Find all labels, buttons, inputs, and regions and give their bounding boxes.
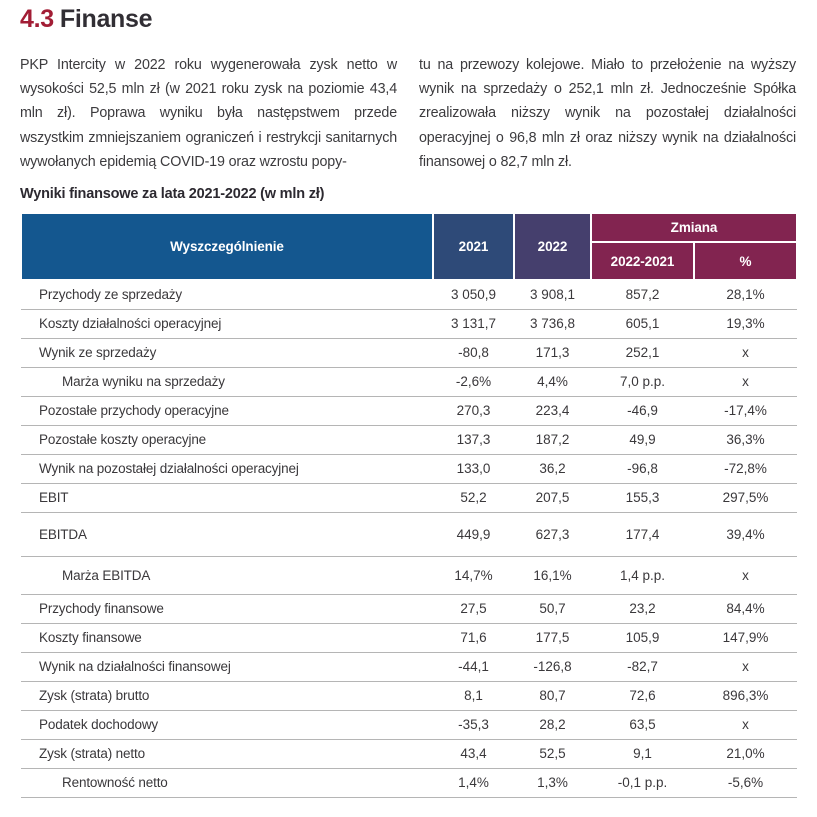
- cell-2022: 16,1%: [514, 556, 591, 594]
- table-row: [21, 425, 797, 454]
- row-label: EBIT: [21, 483, 433, 512]
- cell-change-abs: -46,9: [591, 396, 694, 425]
- cell-change-abs: 155,3: [591, 483, 694, 512]
- cell-change-abs: 857,2: [591, 280, 694, 309]
- cell-change-pct: -5,6%: [694, 768, 797, 797]
- cell-2022: 80,7: [514, 681, 591, 710]
- table-row: [21, 556, 797, 594]
- financial-results-table: [20, 212, 798, 798]
- cell-2022: 52,5: [514, 739, 591, 768]
- table-row: [21, 338, 797, 367]
- cell-2021: 43,4: [433, 739, 514, 768]
- cell-change-pct: -17,4%: [694, 396, 797, 425]
- cell-2022: 627,3: [514, 512, 591, 556]
- row-label: Podatek dochodowy: [21, 710, 433, 739]
- cell-change-pct: 147,9%: [694, 623, 797, 652]
- table-row: [21, 652, 797, 681]
- cell-2022: 3 908,1: [514, 280, 591, 309]
- cell-change-abs: -82,7: [591, 652, 694, 681]
- cell-2022: 36,2: [514, 454, 591, 483]
- row-label: Marża EBITDA: [21, 556, 433, 594]
- cell-2022: 28,2: [514, 710, 591, 739]
- row-label: Wynik na pozostałej działalności operacyjnej: [21, 454, 433, 483]
- table-caption: Wyniki finansowe za lata 2021-2022 (w mln zł): [20, 186, 325, 202]
- cell-2021: 8,1: [433, 681, 514, 710]
- cell-2021: 14,7%: [433, 556, 514, 594]
- cell-2021: 270,3: [433, 396, 514, 425]
- row-label: Rentowność netto: [21, 768, 433, 797]
- table-body: [21, 280, 797, 797]
- cell-change-pct: x: [694, 652, 797, 681]
- cell-change-pct: 39,4%: [694, 512, 797, 556]
- cell-change-abs: 105,9: [591, 623, 694, 652]
- cell-2022: 4,4%: [514, 367, 591, 396]
- table-row: [21, 681, 797, 710]
- row-label: Wynik ze sprzedaży: [21, 338, 433, 367]
- cell-change-pct: 19,3%: [694, 309, 797, 338]
- header-zmiana: Zmiana: [591, 213, 797, 242]
- cell-change-abs: 252,1: [591, 338, 694, 367]
- table-row: [21, 512, 797, 556]
- cell-2022: 177,5: [514, 623, 591, 652]
- cell-2021: 27,5: [433, 594, 514, 623]
- cell-change-abs: -96,8: [591, 454, 694, 483]
- cell-change-pct: 297,5%: [694, 483, 797, 512]
- cell-2022: 50,7: [514, 594, 591, 623]
- cell-2021: 52,2: [433, 483, 514, 512]
- row-label: Marża wyniku na sprzedaży: [21, 367, 433, 396]
- table-row: [21, 710, 797, 739]
- section-number: 4.3: [20, 5, 54, 33]
- table-row: [21, 454, 797, 483]
- cell-change-pct: 36,3%: [694, 425, 797, 454]
- cell-change-pct: 84,4%: [694, 594, 797, 623]
- cell-2022: 171,3: [514, 338, 591, 367]
- cell-change-pct: x: [694, 710, 797, 739]
- row-label: Wynik na działalności finansowej: [21, 652, 433, 681]
- cell-2021: 137,3: [433, 425, 514, 454]
- table-row: [21, 594, 797, 623]
- cell-2022: 223,4: [514, 396, 591, 425]
- row-label: EBITDA: [21, 512, 433, 556]
- cell-change-abs: 177,4: [591, 512, 694, 556]
- intro-column-right: tu na przewozy kolejowe. Miało to przełożenie na wyższy wynik na sprzedaży o 252,1 mln zł. Jednocześnie Spółka zrealizowała niższy wynik na pozostałej działalności operacyjnej o 96,8 mln zł oraz niższy wynik na działalności finansowej o 82,7 mln zł.: [419, 57, 796, 170]
- table-row: [21, 309, 797, 338]
- cell-2022: -126,8: [514, 652, 591, 681]
- cell-2021: 449,9: [433, 512, 514, 556]
- cell-2021: 3 050,9: [433, 280, 514, 309]
- cell-change-abs: 72,6: [591, 681, 694, 710]
- cell-2021: 133,0: [433, 454, 514, 483]
- row-label: Pozostałe koszty operacyjne: [21, 425, 433, 454]
- cell-change-pct: 21,0%: [694, 739, 797, 768]
- cell-2022: 3 736,8: [514, 309, 591, 338]
- cell-change-abs: -0,1 p.p.: [591, 768, 694, 797]
- table-row: [21, 280, 797, 309]
- row-label: Pozostałe przychody operacyjne: [21, 396, 433, 425]
- table-row: [21, 367, 797, 396]
- cell-2021: -2,6%: [433, 367, 514, 396]
- cell-2022: 1,3%: [514, 768, 591, 797]
- header-wyszczegolnienie: Wyszczególnienie: [21, 213, 433, 280]
- row-label: Przychody ze sprzedaży: [21, 280, 433, 309]
- table-row: [21, 623, 797, 652]
- intro-text: [20, 53, 796, 174]
- header-change-pct: %: [694, 242, 797, 280]
- cell-2021: 1,4%: [433, 768, 514, 797]
- cell-change-abs: 9,1: [591, 739, 694, 768]
- table-row: [21, 483, 797, 512]
- cell-change-abs: 7,0 p.p.: [591, 367, 694, 396]
- row-label: Przychody finansowe: [21, 594, 433, 623]
- intro-column-left: PKP Intercity w 2022 roku wygenerowała zysk netto w wysokości 52,5 mln zł (w 2021 roku zysk na poziomie 43,4 mln zł). Poprawa wyniku była następstwem przede wszystkim zmniejszaniem ograniczeń i restrykcji sanitarnych wywołanych epidemią COVID-19 oraz wzrostu popy-: [20, 57, 397, 170]
- section-title: Finanse: [59, 5, 153, 33]
- cell-change-abs: 49,9: [591, 425, 694, 454]
- cell-2022: 187,2: [514, 425, 591, 454]
- cell-change-pct: 28,1%: [694, 280, 797, 309]
- header-2021: 2021: [433, 213, 514, 280]
- row-label: Koszty działalności operacyjnej: [21, 309, 433, 338]
- cell-change-abs: 63,5: [591, 710, 694, 739]
- header-2022: 2022: [514, 213, 591, 280]
- row-label: Zysk (strata) netto: [21, 739, 433, 768]
- table-row: [21, 768, 797, 797]
- cell-change-abs: 605,1: [591, 309, 694, 338]
- row-label: Koszty finansowe: [21, 623, 433, 652]
- table-row: [21, 396, 797, 425]
- cell-change-pct: x: [694, 556, 797, 594]
- table-row: [21, 739, 797, 768]
- cell-2021: -35,3: [433, 710, 514, 739]
- cell-2021: -80,8: [433, 338, 514, 367]
- cell-change-abs: 23,2: [591, 594, 694, 623]
- row-label: Zysk (strata) brutto: [21, 681, 433, 710]
- cell-change-pct: x: [694, 338, 797, 367]
- table-header: [21, 213, 797, 280]
- cell-change-pct: -72,8%: [694, 454, 797, 483]
- cell-2021: -44,1: [433, 652, 514, 681]
- cell-2021: 71,6: [433, 623, 514, 652]
- cell-change-abs: 1,4 p.p.: [591, 556, 694, 594]
- cell-change-pct: 896,3%: [694, 681, 797, 710]
- cell-2022: 207,5: [514, 483, 591, 512]
- cell-2021: 3 131,7: [433, 309, 514, 338]
- cell-change-pct: x: [694, 367, 797, 396]
- header-change-abs: 2022-2021: [591, 242, 694, 280]
- page-title: [20, 5, 152, 34]
